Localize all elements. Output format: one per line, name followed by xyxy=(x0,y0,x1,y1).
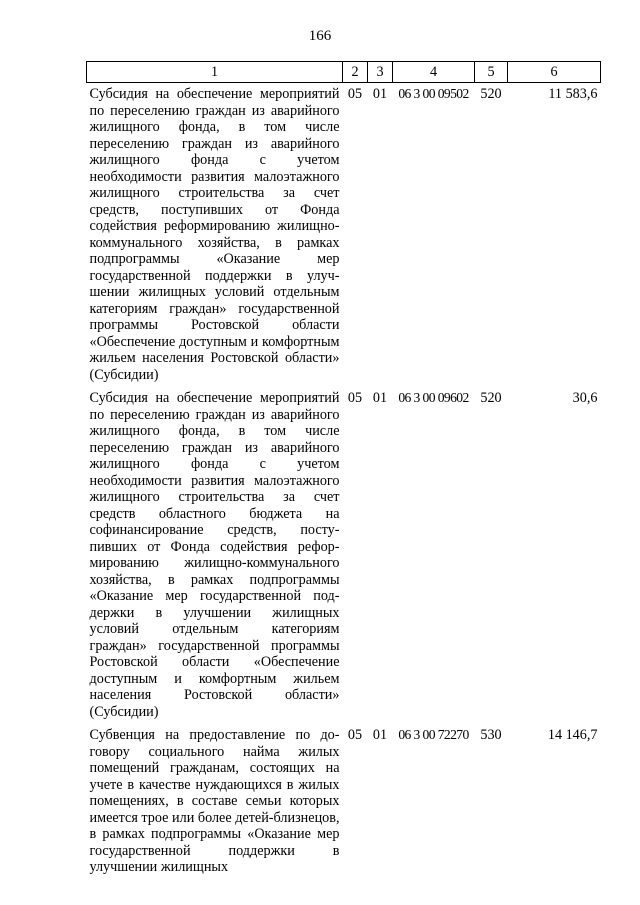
row-amount: 14 146,7 xyxy=(547,727,598,743)
row-section-code: 05 xyxy=(347,727,363,743)
row-description: Субсидия на обеспечение мероприятий по переселению граждан из аварийного жилищного фонда, в том числе переселению граждан из аварийного жилищного фонда с учетом необходимости развития малоэтажного жилищного строительства за счет средств, поступивших от Фонда содействия реформированию жилищно-коммунального хозяйства, в рамках подпрограммы «Оказание мер государственной поддержки в улучшении жилищных условий отдельным категориям граждан» государственной программы Ростовской области «Обеспечение доступным и комфортным жильем населения Ростовской области» (Субсидии) xyxy=(89,86,340,383)
row-subsection-code: 01 xyxy=(372,390,388,406)
row-target-article-code: 06 3 00 09602 xyxy=(398,390,469,405)
column-header-description: 1 xyxy=(87,62,343,83)
table-row xyxy=(87,387,601,724)
row-expense-type-code: 520 xyxy=(480,86,502,102)
row-target-article-code: 06 3 00 72270 xyxy=(398,727,469,742)
column-header-expense-type: 5 xyxy=(475,62,508,83)
column-header-section: 2 xyxy=(343,62,368,83)
row-amount: 30,6 xyxy=(572,390,598,406)
row-description: Субвенция на предоставление по договору социального найма жилых помещений гражданам, состоящих на учете в качестве нуждающихся в жилых помещениях, в составе семьи которых имеется трое или более детей-близнецов, в рамках подпрограммы «Оказание мер государственной поддержки в улучшении жилищных xyxy=(89,727,340,875)
row-section-code: 05 xyxy=(347,86,363,102)
row-amount: 11 583,6 xyxy=(548,86,598,102)
column-header-amount: 6 xyxy=(508,62,601,83)
row-target-article-code: 06 3 00 09502 xyxy=(398,86,469,101)
table-row xyxy=(87,724,601,880)
row-description: Субсидия на обеспечение мероприятий по переселению граждан из аварийного жилищного фонда, в том числе переселению граждан из аварийного жилищного фонда с учетом необходимости развития малоэтажного жилищного строительства за счет средств областного бюджета на софинансирование средств, поступивших от Фонда содействия реформированию жилищно-коммунального хозяйства, в рамках подпрограммы «Оказание мер государственной поддержки в улучшении жилищных условий отдельным категориям граждан» государственной программы Ростовской области «Обеспечение доступным и комфортным жильем населения Ростовской области» (Субсидии) xyxy=(89,390,340,720)
budget-table xyxy=(86,61,601,880)
table-header-row xyxy=(87,62,601,83)
row-subsection-code: 01 xyxy=(372,727,388,743)
row-expense-type-code: 520 xyxy=(480,390,502,406)
column-header-target-article: 4 xyxy=(393,62,475,83)
table-row xyxy=(87,83,601,388)
page-number: 166 xyxy=(308,28,332,44)
row-section-code: 05 xyxy=(347,390,363,406)
column-header-subsection: 3 xyxy=(368,62,393,83)
row-expense-type-code: 530 xyxy=(480,727,502,743)
row-subsection-code: 01 xyxy=(372,86,388,102)
